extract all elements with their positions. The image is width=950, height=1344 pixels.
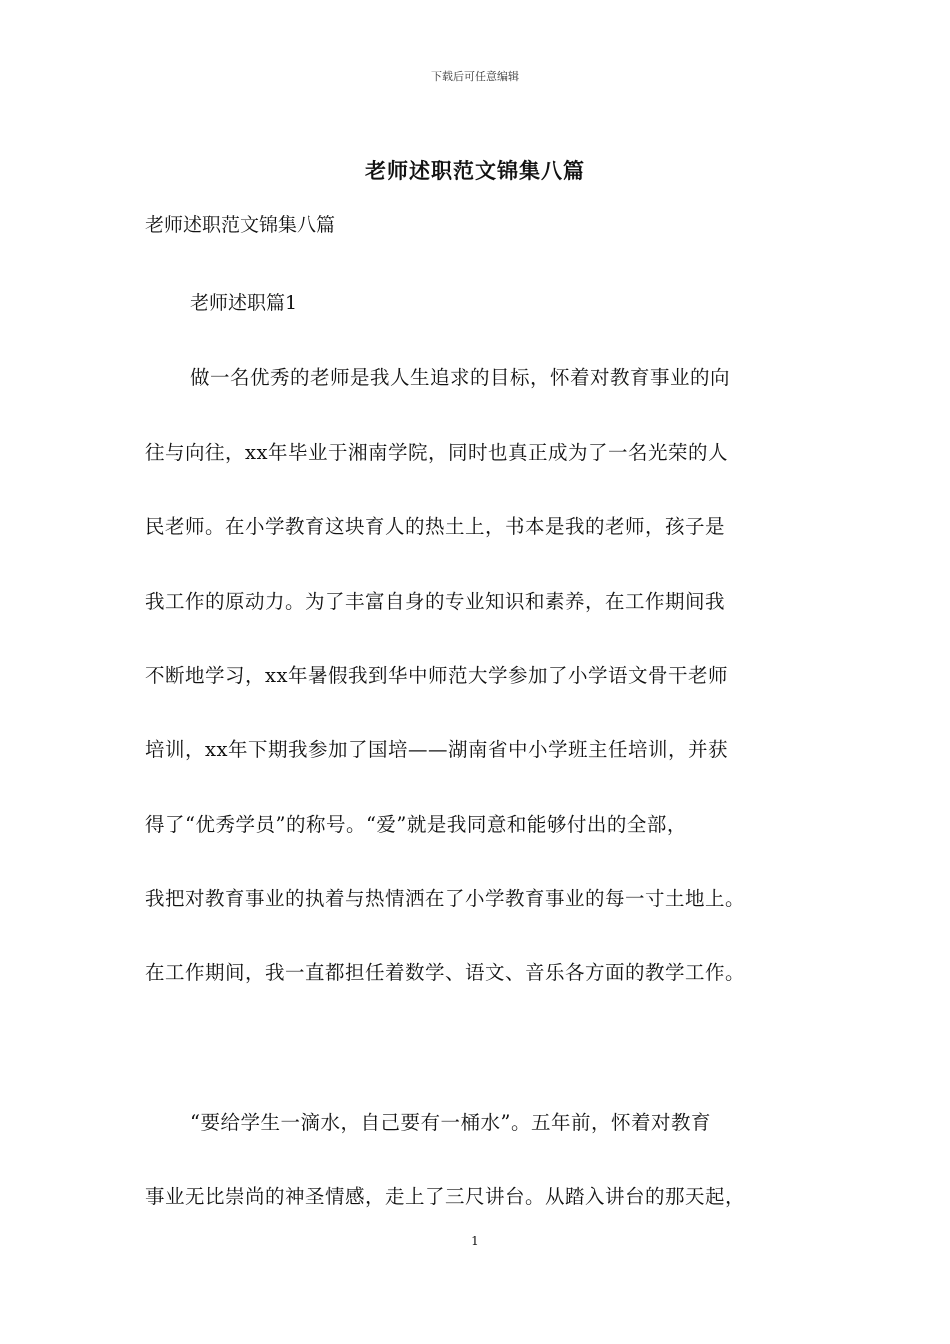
paragraph-line: 不断地学习，xx年暑假我到华中师范大学参加了小学语文骨干老师 [145,664,728,687]
paragraph-line: 得了“优秀学员”的称号。“爱”就是我同意和能够付出的全部， [145,813,687,836]
paragraph-line: 在工作期间，我一直都担任着数学、语文、音乐各方面的教学工作。 [145,961,746,984]
paragraph-line: 民老师。在小学教育这块育人的热土上，书本是我的老师，孩子是 [145,515,726,538]
paragraph-line: 我把对教育事业的执着与热情洒在了小学教育事业的每一寸土地上。 [145,887,746,910]
section-title: 老师述职篇1 [190,292,298,314]
paragraph-line: 培训，xx年下期我参加了国培——湖南省中小学班主任培训，并获 [145,738,728,761]
header-note: 下载后可任意编辑 [431,70,519,83]
paragraph-line: 做一名优秀的老师是我人生追求的目标，怀着对教育事业的向 [190,366,731,389]
paragraph-line: 我工作的原动力。为了丰富自身的专业知识和素养，在工作期间我 [145,590,726,613]
paragraph-line: “要给学生一滴水，自己要有一桶水”。五年前，怀着对教育 [190,1111,711,1134]
paragraph-line: 事业无比崇尚的神圣情感，走上了三尺讲台。从踏入讲台的那天起， [145,1185,746,1208]
document-subtitle: 老师述职范文锦集八篇 [145,214,336,236]
document-title: 老师述职范文锦集八篇 [365,158,585,183]
paragraph-line: 往与向往，xx年毕业于湘南学院，同时也真正成为了一名光荣的人 [145,441,728,464]
page-number: 1 [471,1234,479,1248]
